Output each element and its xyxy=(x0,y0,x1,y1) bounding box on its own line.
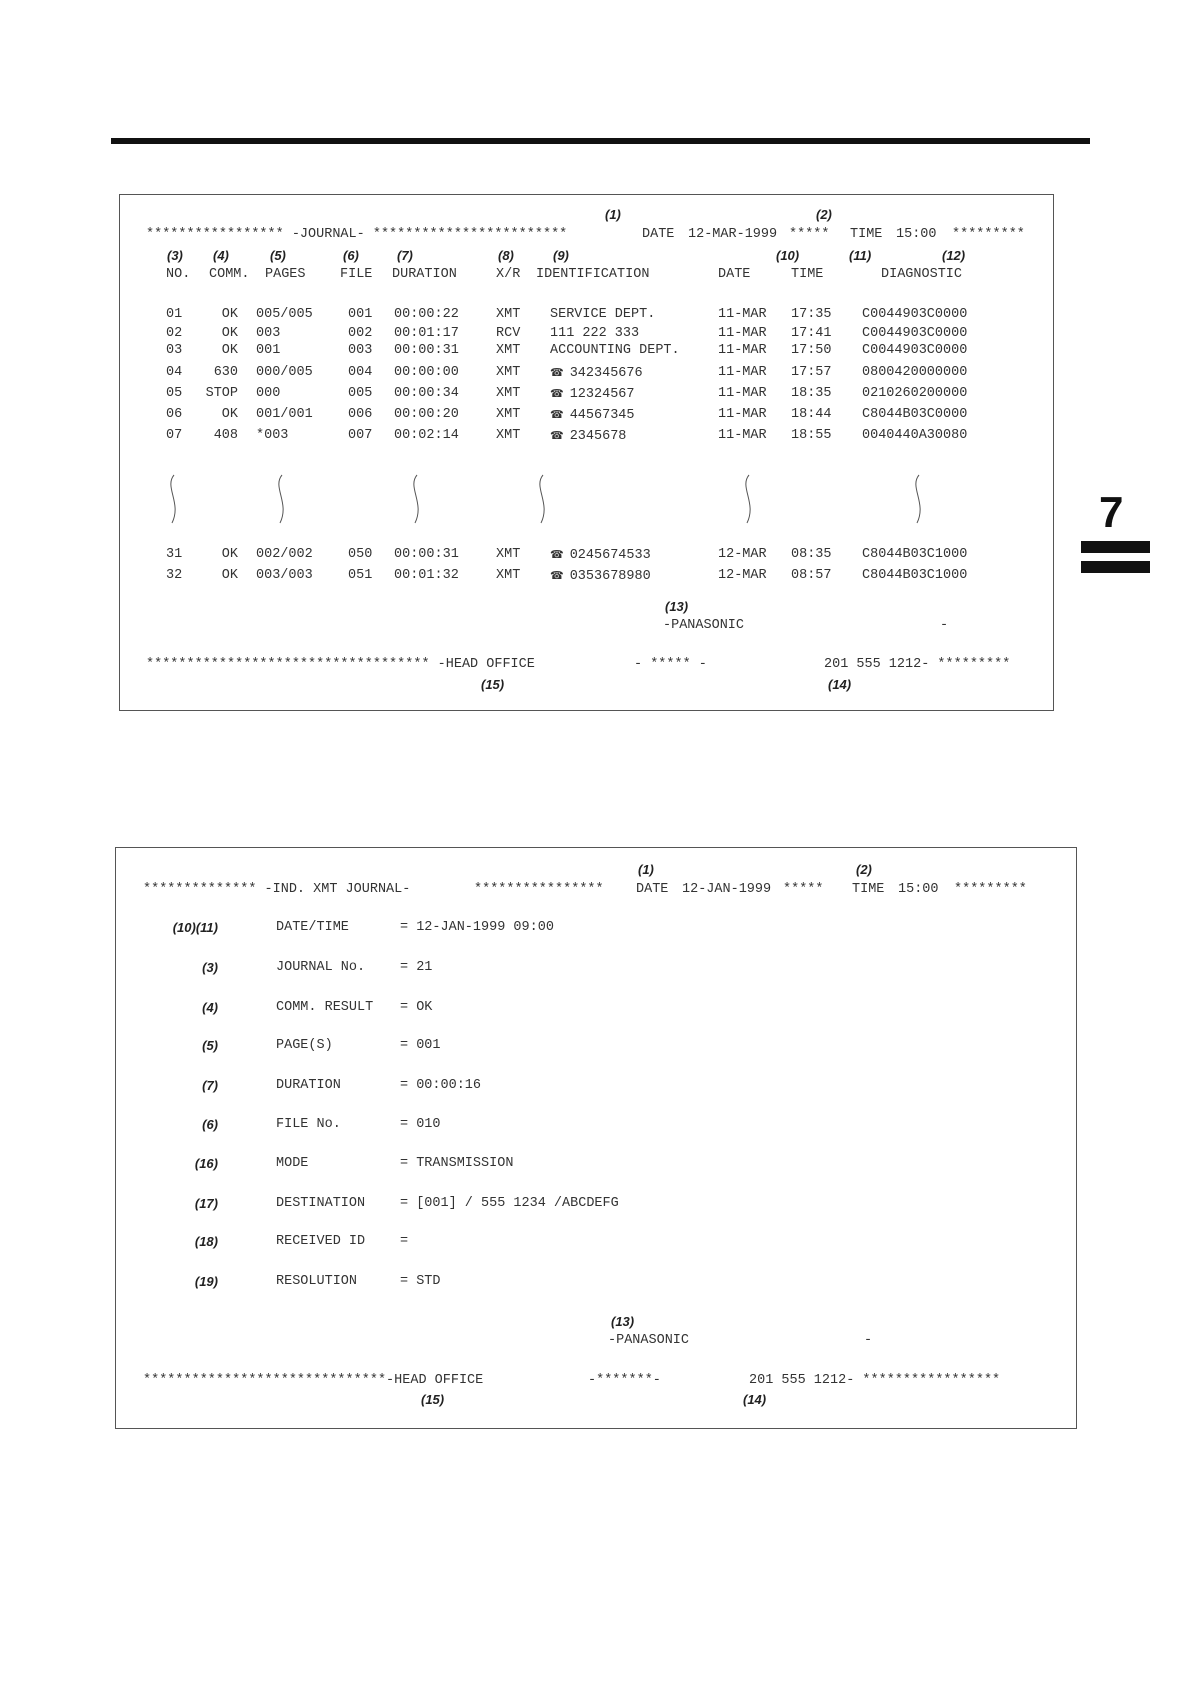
cell-id: SERVICE DEPT. xyxy=(550,307,656,322)
ind-name-dash: - xyxy=(864,1333,873,1348)
field-label: RECEIVED ID xyxy=(276,1234,366,1249)
column-header: PAGES xyxy=(265,267,306,282)
field-label: DESTINATION xyxy=(276,1196,366,1211)
cell-no: 31 xyxy=(166,547,183,562)
cell-comm: OK xyxy=(221,343,238,358)
continuation-marks xyxy=(120,473,1053,529)
column-header: FILE xyxy=(340,267,373,282)
cell-id-value: 12324567 xyxy=(569,387,635,402)
field-label: PAGE(S) xyxy=(276,1038,333,1053)
cell-file: 051 xyxy=(348,568,373,583)
cell-date: 11-MAR xyxy=(718,386,767,401)
chapter-bar-top xyxy=(1081,541,1150,553)
cell-file: 004 xyxy=(348,365,373,380)
cell-diag: C0044903C0000 xyxy=(862,307,968,322)
field-value: = 010 xyxy=(400,1117,441,1132)
ref-date: (1) xyxy=(605,207,621,222)
field-label: FILE No. xyxy=(276,1117,341,1132)
cell-no: 32 xyxy=(166,568,183,583)
field-value: = 001 xyxy=(400,1038,441,1053)
cell-pages: 001/001 xyxy=(256,407,313,422)
cell-duration: 00:01:32 xyxy=(394,568,459,583)
ref-head-office: (15) xyxy=(481,677,505,692)
column-header: X/R xyxy=(496,267,521,282)
column-header: COMM. xyxy=(209,267,250,282)
cell-date: 11-MAR xyxy=(718,307,767,322)
telephone-icon: ☎ xyxy=(550,429,564,442)
ref-phone: (14) xyxy=(828,677,852,692)
cell-date: 11-MAR xyxy=(718,343,767,358)
cell-no: 06 xyxy=(166,407,183,422)
ind-header-stars-mid: ***** xyxy=(783,882,824,897)
header-stars-mid: ***** xyxy=(789,227,830,242)
telephone-icon: ☎ xyxy=(550,408,564,421)
cell-id xyxy=(550,428,626,445)
cell-diag: C0044903C0000 xyxy=(862,343,968,358)
cell-xr: XMT xyxy=(496,547,521,562)
cell-comm: OK xyxy=(221,407,238,422)
cell-duration: 00:00:20 xyxy=(394,407,459,422)
header-time: 15:00 xyxy=(896,227,937,242)
column-header: TIME xyxy=(791,267,824,282)
cell-pages: 001 xyxy=(256,343,281,358)
column-ref: (6) xyxy=(343,248,359,263)
header-stars-right: ********* xyxy=(952,227,1025,242)
cell-file: 001 xyxy=(348,307,373,322)
ind-header-time: 15:00 xyxy=(898,882,939,897)
cell-date: 12-MAR xyxy=(718,547,767,562)
name-panasonic: -PANASONIC xyxy=(663,618,745,633)
field-ref: (18) xyxy=(194,1234,218,1249)
field-label: MODE xyxy=(276,1156,309,1171)
cell-time: 18:44 xyxy=(791,407,832,422)
cell-file: 007 xyxy=(348,428,373,443)
cell-id-value: 0353678980 xyxy=(569,569,651,584)
cell-diag: 0210260200000 xyxy=(862,386,968,401)
cell-id xyxy=(550,407,635,424)
ind-ref-phone: (14) xyxy=(743,1392,767,1407)
ind-ref-head-office: (15) xyxy=(421,1392,445,1407)
ind-ref-time: (2) xyxy=(856,862,872,877)
ind-footer-phone: 201 555 1212- ***************** xyxy=(749,1373,1001,1388)
cell-file: 050 xyxy=(348,547,373,562)
header-time-label: TIME xyxy=(850,227,883,242)
ind-header-date-label: DATE xyxy=(636,882,669,897)
field-label: JOURNAL No. xyxy=(276,960,366,975)
footer-head-office: *********************************** -HEAD OFFICE xyxy=(146,657,535,672)
field-ref: (4) xyxy=(202,1000,218,1015)
cell-diag: C8044B03C1000 xyxy=(862,547,968,562)
cell-pages: 002/002 xyxy=(256,547,313,562)
cell-time: 08:35 xyxy=(791,547,832,562)
cell-id: 111 222 333 xyxy=(550,326,640,341)
field-value: = [001] / 555 1234 /ABCDEFG xyxy=(400,1196,619,1211)
field-ref: (7) xyxy=(202,1078,218,1093)
field-label: RESOLUTION xyxy=(276,1274,358,1289)
ind-xmt-journal-report xyxy=(115,847,1077,1429)
cell-diag: 0040440A30080 xyxy=(862,428,968,443)
cell-xr: XMT xyxy=(496,428,521,443)
column-header: DURATION xyxy=(392,267,457,282)
cell-pages: 000/005 xyxy=(256,365,313,380)
field-ref: (3) xyxy=(202,960,218,975)
name-dash: - xyxy=(940,618,949,633)
cell-xr: XMT xyxy=(496,343,521,358)
ind-header-date: 12-JAN-1999 xyxy=(682,882,772,897)
column-header: DIAGNOSTIC xyxy=(881,267,963,282)
cell-duration: 00:02:14 xyxy=(394,428,459,443)
cell-duration: 00:00:00 xyxy=(394,365,459,380)
cell-no: 07 xyxy=(166,428,183,443)
cell-time: 08:57 xyxy=(791,568,832,583)
cell-file: 005 xyxy=(348,386,373,401)
column-header: NO. xyxy=(166,267,191,282)
cell-xr: XMT xyxy=(496,386,521,401)
cell-id: ACCOUNTING DEPT. xyxy=(550,343,680,358)
field-value: = 00:00:16 xyxy=(400,1078,482,1093)
cell-time: 17:50 xyxy=(791,343,832,358)
column-ref: (10) xyxy=(776,248,800,263)
journal-report xyxy=(119,194,1054,711)
cell-diag: C0044903C0000 xyxy=(862,326,968,341)
cell-xr: XMT xyxy=(496,568,521,583)
cell-comm: OK xyxy=(221,547,238,562)
cell-pages: 005/005 xyxy=(256,307,313,322)
cell-id xyxy=(550,568,651,585)
ind-header-left: ************** -IND. XMT JOURNAL- xyxy=(143,882,411,897)
column-ref: (4) xyxy=(213,248,229,263)
cell-comm: OK xyxy=(221,568,238,583)
field-ref: (6) xyxy=(202,1117,218,1132)
ind-header-stars-right: ********* xyxy=(954,882,1027,897)
cell-duration: 00:01:17 xyxy=(394,326,459,341)
cell-time: 18:55 xyxy=(791,428,832,443)
cell-no: 03 xyxy=(166,343,183,358)
field-value: = STD xyxy=(400,1274,441,1289)
cell-id xyxy=(550,386,635,403)
cell-time: 17:41 xyxy=(791,326,832,341)
column-ref: (7) xyxy=(397,248,413,263)
cell-id-value: 2345678 xyxy=(569,429,627,444)
field-value: = 12-JAN-1999 09:00 xyxy=(400,920,554,935)
ind-footer-stars-mid: -*******- xyxy=(588,1373,661,1388)
cell-date: 11-MAR xyxy=(718,365,767,380)
ind-header-stars: **************** xyxy=(474,882,604,897)
field-ref: (19) xyxy=(194,1274,218,1289)
cell-xr: RCV xyxy=(496,326,521,341)
cell-no: 05 xyxy=(166,386,183,401)
cell-date: 11-MAR xyxy=(718,407,767,422)
column-ref: (9) xyxy=(553,248,569,263)
cell-diag: 0800420000000 xyxy=(862,365,968,380)
cell-date: 12-MAR xyxy=(718,568,767,583)
field-label: DATE/TIME xyxy=(276,920,349,935)
field-label: DURATION xyxy=(276,1078,341,1093)
cell-id-value: 342345676 xyxy=(569,366,643,381)
column-header: DATE xyxy=(718,267,751,282)
ind-ref-name: (13) xyxy=(611,1314,635,1329)
field-value: = TRANSMISSION xyxy=(400,1156,514,1171)
cell-no: 01 xyxy=(166,307,183,322)
ref-name: (13) xyxy=(665,599,689,614)
cell-id-value: 44567345 xyxy=(569,408,635,423)
cell-time: 18:35 xyxy=(791,386,832,401)
telephone-icon: ☎ xyxy=(550,548,564,561)
column-ref: (11) xyxy=(849,248,872,263)
cell-comm: STOP xyxy=(205,386,238,401)
cell-time: 17:57 xyxy=(791,365,832,380)
cell-comm: OK xyxy=(221,307,238,322)
field-ref: (17) xyxy=(194,1196,218,1211)
column-ref: (12) xyxy=(942,248,966,263)
footer-phone: 201 555 1212- ********* xyxy=(824,657,1011,672)
cell-file: 006 xyxy=(348,407,373,422)
ind-header-time-label: TIME xyxy=(852,882,885,897)
header-date: 12-MAR-1999 xyxy=(688,227,778,242)
telephone-icon: ☎ xyxy=(550,569,564,582)
chapter-bar-bottom xyxy=(1081,561,1150,573)
footer-stars-mid: - ***** - xyxy=(634,657,707,672)
cell-no: 04 xyxy=(166,365,183,380)
cell-id xyxy=(550,547,651,564)
cell-xr: XMT xyxy=(496,407,521,422)
ind-name-panasonic: -PANASONIC xyxy=(608,1333,690,1348)
cell-diag: C8044B03C1000 xyxy=(862,568,968,583)
field-value: = 21 xyxy=(400,960,433,975)
ind-ref-date: (1) xyxy=(638,862,654,877)
cell-diag: C8044B03C0000 xyxy=(862,407,968,422)
field-value: = xyxy=(400,1234,409,1249)
cell-comm: 630 xyxy=(213,365,238,380)
ref-time: (2) xyxy=(816,207,832,222)
cell-duration: 00:00:31 xyxy=(394,343,459,358)
cell-duration: 00:00:34 xyxy=(394,386,459,401)
cell-comm: OK xyxy=(221,326,238,341)
cell-date: 11-MAR xyxy=(718,428,767,443)
cell-id-value: 0245674533 xyxy=(569,548,651,563)
telephone-icon: ☎ xyxy=(550,366,564,379)
chapter-number: 7 xyxy=(1099,488,1124,537)
cell-duration: 00:00:22 xyxy=(394,307,459,322)
cell-pages: 003 xyxy=(256,326,281,341)
cell-comm: 408 xyxy=(213,428,238,443)
cell-duration: 00:00:31 xyxy=(394,547,459,562)
cell-pages: 003/003 xyxy=(256,568,313,583)
column-ref: (5) xyxy=(270,248,286,263)
cell-no: 02 xyxy=(166,326,183,341)
column-header: IDENTIFICATION xyxy=(536,267,650,282)
cell-file: 003 xyxy=(348,343,373,358)
cell-time: 17:35 xyxy=(791,307,832,322)
field-label: COMM. RESULT xyxy=(276,1000,374,1015)
telephone-icon: ☎ xyxy=(550,387,564,400)
cell-pages: *003 xyxy=(256,428,289,443)
cell-file: 002 xyxy=(348,326,373,341)
cell-xr: XMT xyxy=(496,365,521,380)
field-ref: (5) xyxy=(202,1038,218,1053)
cell-id xyxy=(550,365,643,382)
field-value: = OK xyxy=(400,1000,433,1015)
column-ref: (3) xyxy=(167,248,183,263)
header-date-label: DATE xyxy=(642,227,675,242)
cell-xr: XMT xyxy=(496,307,521,322)
header-stars-left: ***************** -JOURNAL- ************************ xyxy=(146,227,568,242)
cell-date: 11-MAR xyxy=(718,326,767,341)
cell-pages: 000 xyxy=(256,386,281,401)
ind-footer-head-office: ******************************-HEAD OFFICE xyxy=(143,1373,484,1388)
top-rule xyxy=(111,138,1090,144)
column-ref: (8) xyxy=(498,248,514,263)
field-ref: (16) xyxy=(194,1156,218,1171)
field-ref: (10)(11) xyxy=(172,920,218,935)
